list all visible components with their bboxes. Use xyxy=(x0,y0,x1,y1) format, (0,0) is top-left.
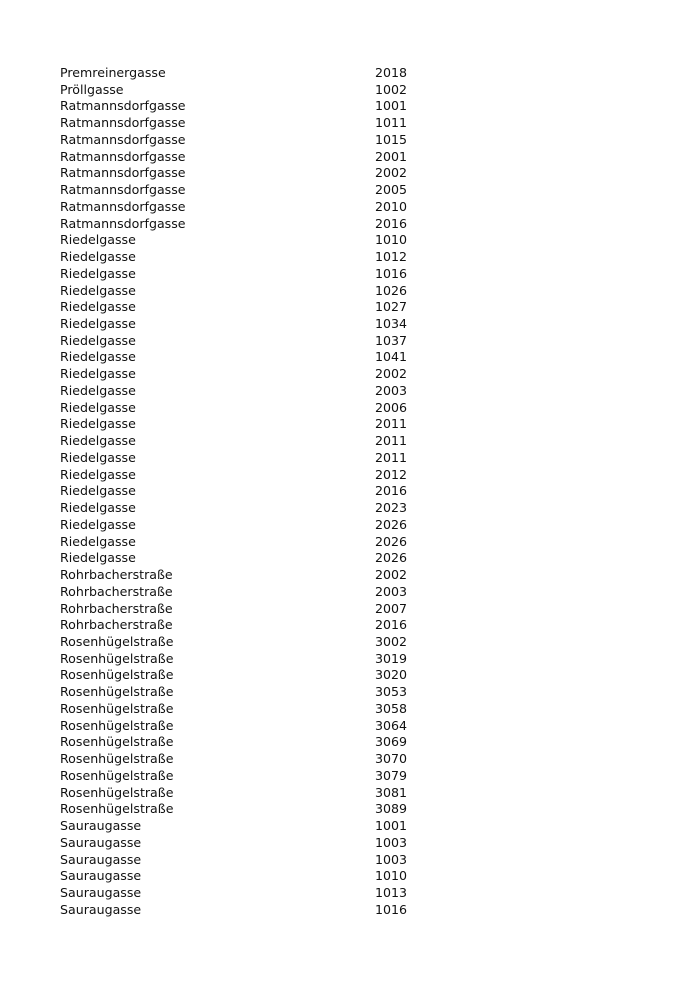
list-row xyxy=(60,734,407,751)
street-name: Ratmannsdorfgasse xyxy=(60,165,186,181)
street-number: 3064 xyxy=(374,717,407,733)
street-number: 2003 xyxy=(374,382,407,398)
street-number: 2016 xyxy=(374,617,407,633)
street-number: 1001 xyxy=(374,98,407,114)
street-number: 1003 xyxy=(374,834,407,850)
list-row xyxy=(60,450,407,467)
list-row xyxy=(60,400,407,417)
street-name: Sauraugasse xyxy=(60,851,142,867)
street-number: 1010 xyxy=(374,868,407,884)
list-row xyxy=(60,868,407,885)
list-row xyxy=(60,818,407,835)
street-name: Sauraugasse xyxy=(60,818,142,834)
list-row xyxy=(60,768,407,785)
street-number: 2005 xyxy=(374,182,407,198)
street-name: Sauraugasse xyxy=(60,901,142,917)
list-row xyxy=(60,182,407,199)
street-name: Rosenhügelstraße xyxy=(60,700,174,716)
street-name: Premreinergasse xyxy=(60,65,166,80)
list-row xyxy=(60,82,407,99)
list-row xyxy=(60,383,407,400)
list-row xyxy=(60,65,407,82)
list-row xyxy=(60,567,407,584)
street-number: 2010 xyxy=(374,198,407,214)
list-row xyxy=(60,835,407,852)
street-number: 1012 xyxy=(374,249,407,265)
street-name: Riedelgasse xyxy=(60,466,136,482)
list-row xyxy=(60,751,407,768)
street-number: 1026 xyxy=(374,282,407,298)
street-number: 3058 xyxy=(374,700,407,716)
street-number: 1027 xyxy=(374,299,407,315)
list-row xyxy=(60,584,407,601)
list-row xyxy=(60,852,407,869)
list-row xyxy=(60,283,407,300)
street-name: Ratmannsdorfgasse xyxy=(60,115,186,131)
list-row xyxy=(60,517,407,534)
street-number-list xyxy=(60,65,407,918)
street-number: 2016 xyxy=(374,215,407,231)
street-name: Ratmannsdorfgasse xyxy=(60,148,186,164)
street-name: Ratmannsdorfgasse xyxy=(60,131,186,147)
street-number: 2026 xyxy=(374,516,407,532)
street-number: 1002 xyxy=(374,81,407,97)
list-row xyxy=(60,249,407,266)
list-row xyxy=(60,467,407,484)
street-number: 1037 xyxy=(374,332,407,348)
street-name: Riedelgasse xyxy=(60,416,136,432)
street-number: 2002 xyxy=(374,165,407,181)
street-number: 3019 xyxy=(374,650,407,666)
street-name: Ratmannsdorfgasse xyxy=(60,182,186,198)
street-name: Ratmannsdorfgasse xyxy=(60,215,186,231)
street-name: Rohrbacherstraße xyxy=(60,600,173,616)
list-row xyxy=(60,316,407,333)
street-name: Riedelgasse xyxy=(60,500,136,516)
street-name: Riedelgasse xyxy=(60,483,136,499)
street-number: 2003 xyxy=(374,583,407,599)
street-number: 3070 xyxy=(374,751,407,767)
street-number: 3081 xyxy=(374,784,407,800)
street-number: 1001 xyxy=(374,818,407,834)
street-number: 3079 xyxy=(374,767,407,783)
street-number: 2002 xyxy=(374,366,407,382)
list-row xyxy=(60,885,407,902)
street-number: 2012 xyxy=(374,466,407,482)
street-number: 3020 xyxy=(374,667,407,683)
street-name: Riedelgasse xyxy=(60,249,136,265)
street-name: Rosenhügelstraße xyxy=(60,717,174,733)
street-name: Rosenhügelstraße xyxy=(60,684,174,700)
list-row xyxy=(60,165,407,182)
street-name: Rosenhügelstraße xyxy=(60,784,174,800)
street-name: Ratmannsdorfgasse xyxy=(60,198,186,214)
list-row xyxy=(60,98,407,115)
street-name: Riedelgasse xyxy=(60,265,136,281)
street-number: 2016 xyxy=(374,483,407,499)
list-row xyxy=(60,232,407,249)
list-row xyxy=(60,718,407,735)
street-name: Riedelgasse xyxy=(60,533,136,549)
list-row xyxy=(60,801,407,818)
street-number: 2002 xyxy=(374,567,407,583)
list-row xyxy=(60,902,407,919)
street-name: Riedelgasse xyxy=(60,449,136,465)
list-row xyxy=(60,349,407,366)
street-number: 1016 xyxy=(374,265,407,281)
street-name: Rosenhügelstraße xyxy=(60,801,174,817)
street-number: 2007 xyxy=(374,600,407,616)
street-name: Pröllgasse xyxy=(60,81,124,97)
street-number: 1013 xyxy=(374,884,407,900)
street-name: Riedelgasse xyxy=(60,550,136,566)
street-name: Riedelgasse xyxy=(60,349,136,365)
street-name: Rohrbacherstraße xyxy=(60,567,173,583)
list-row xyxy=(60,534,407,551)
street-number: 1034 xyxy=(374,316,407,332)
list-row xyxy=(60,299,407,316)
street-number: 2006 xyxy=(374,399,407,415)
list-row xyxy=(60,333,407,350)
street-name: Rosenhügelstraße xyxy=(60,650,174,666)
list-row xyxy=(60,115,407,132)
street-name: Sauraugasse xyxy=(60,834,142,850)
list-row xyxy=(60,132,407,149)
list-row xyxy=(60,667,407,684)
street-number: 1003 xyxy=(374,851,407,867)
list-row xyxy=(60,149,407,166)
list-row xyxy=(60,634,407,651)
street-name: Rohrbacherstraße xyxy=(60,617,173,633)
street-number: 2011 xyxy=(374,433,407,449)
list-row xyxy=(60,701,407,718)
street-name: Riedelgasse xyxy=(60,382,136,398)
street-name: Riedelgasse xyxy=(60,299,136,315)
street-number: 1041 xyxy=(374,349,407,365)
street-number: 2023 xyxy=(374,500,407,516)
street-number: 3089 xyxy=(374,801,407,817)
street-name: Rosenhügelstraße xyxy=(60,751,174,767)
street-number: 2011 xyxy=(374,416,407,432)
list-row xyxy=(60,199,407,216)
list-row xyxy=(60,651,407,668)
list-row xyxy=(60,785,407,802)
list-row xyxy=(60,550,407,567)
list-row xyxy=(60,483,407,500)
street-name: Rohrbacherstraße xyxy=(60,583,173,599)
street-number: 3053 xyxy=(374,684,407,700)
street-name: Riedelgasse xyxy=(60,399,136,415)
street-number: 2001 xyxy=(374,148,407,164)
street-name: Ratmannsdorfgasse xyxy=(60,98,186,114)
street-name: Sauraugasse xyxy=(60,884,142,900)
list-row xyxy=(60,266,407,283)
street-name: Riedelgasse xyxy=(60,366,136,382)
street-name: Riedelgasse xyxy=(60,316,136,332)
street-number: 3069 xyxy=(374,734,407,750)
list-row xyxy=(60,216,407,233)
street-number: 2026 xyxy=(374,533,407,549)
street-number: 2026 xyxy=(374,550,407,566)
list-row xyxy=(60,601,407,618)
list-row xyxy=(60,416,407,433)
list-row xyxy=(60,433,407,450)
street-number: 2018 xyxy=(374,65,407,80)
street-name: Rosenhügelstraße xyxy=(60,667,174,683)
street-number: 3002 xyxy=(374,633,407,649)
street-number: 1015 xyxy=(374,131,407,147)
street-number: 1010 xyxy=(374,232,407,248)
street-name: Rosenhügelstraße xyxy=(60,734,174,750)
street-name: Rosenhügelstraße xyxy=(60,633,174,649)
list-row xyxy=(60,500,407,517)
street-number: 2011 xyxy=(374,449,407,465)
list-row xyxy=(60,366,407,383)
list-row xyxy=(60,617,407,634)
street-name: Rosenhügelstraße xyxy=(60,767,174,783)
street-number: 1016 xyxy=(374,901,407,917)
street-number: 1011 xyxy=(374,115,407,131)
street-name: Sauraugasse xyxy=(60,868,142,884)
street-name: Riedelgasse xyxy=(60,516,136,532)
list-row xyxy=(60,684,407,701)
street-name: Riedelgasse xyxy=(60,332,136,348)
street-name: Riedelgasse xyxy=(60,232,136,248)
street-name: Riedelgasse xyxy=(60,282,136,298)
street-name: Riedelgasse xyxy=(60,433,136,449)
